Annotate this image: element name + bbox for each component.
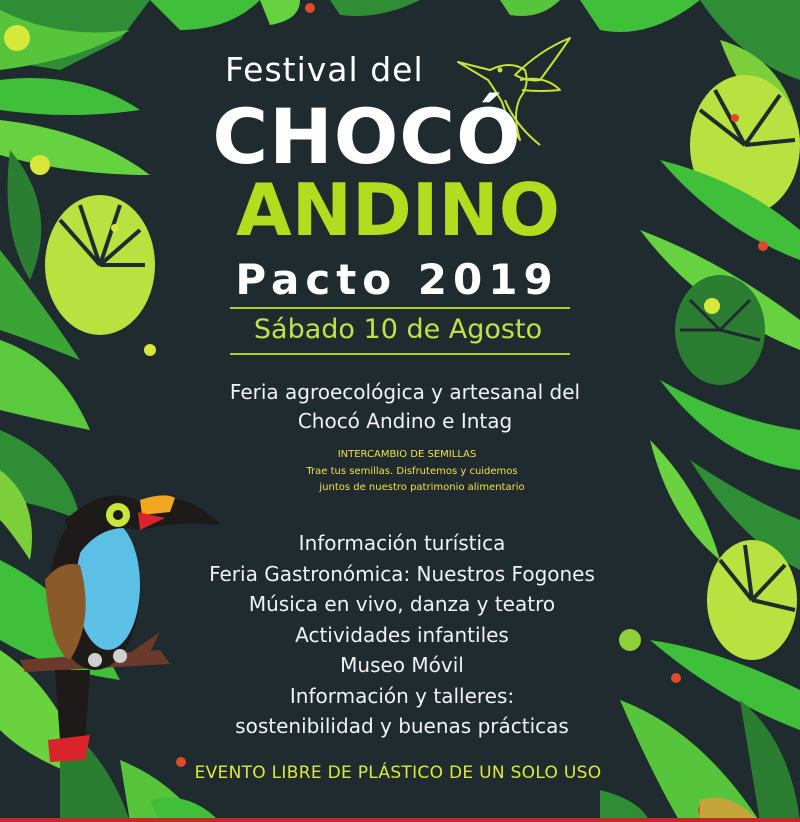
pacto-year-heading: Pacto 2019 [235,255,559,304]
activity-item: sostenibilidad y buenas prácticas [235,714,569,738]
divider-bottom [230,353,570,355]
activities-list [2,528,800,742]
divider-top [230,307,570,309]
bottom-edge [0,818,800,822]
plastic-free-notice: EVENTO LIBRE DE PLÁSTICO DE UN SOLO USO [194,763,602,783]
top-foliage [150,0,700,32]
festival-heading: Festival del [225,50,424,89]
semillas-line: Trae tus semillas. Disfrutemos y cuidemos [306,466,518,477]
activity-item: Museo Móvil [340,653,464,677]
andino-heading: ANDINO [236,168,560,252]
feria-description [5,378,800,436]
feria-line: Chocó Andino e Intag [297,409,513,433]
activity-item: Feria Gastronómica: Nuestros Fogones [209,561,595,586]
activity-item: Música en vivo, danza y teatro [248,592,556,616]
semillas-title: INTERCAMBIO DE SEMILLAS [337,449,477,460]
activity-item: Información y talleres: [289,683,515,708]
activity-item: Actividades infantiles [295,622,509,647]
semillas-line: juntos de nuestro patrimonio alimentario [319,482,525,493]
event-date: Sábado 10 de Agosto [253,314,543,345]
semillas-description [12,464,800,496]
feria-line: Feria agroecológica y artesanal del [229,380,581,404]
choco-heading: CHOCÓ [212,92,522,181]
activity-item: Información turística [298,531,506,555]
